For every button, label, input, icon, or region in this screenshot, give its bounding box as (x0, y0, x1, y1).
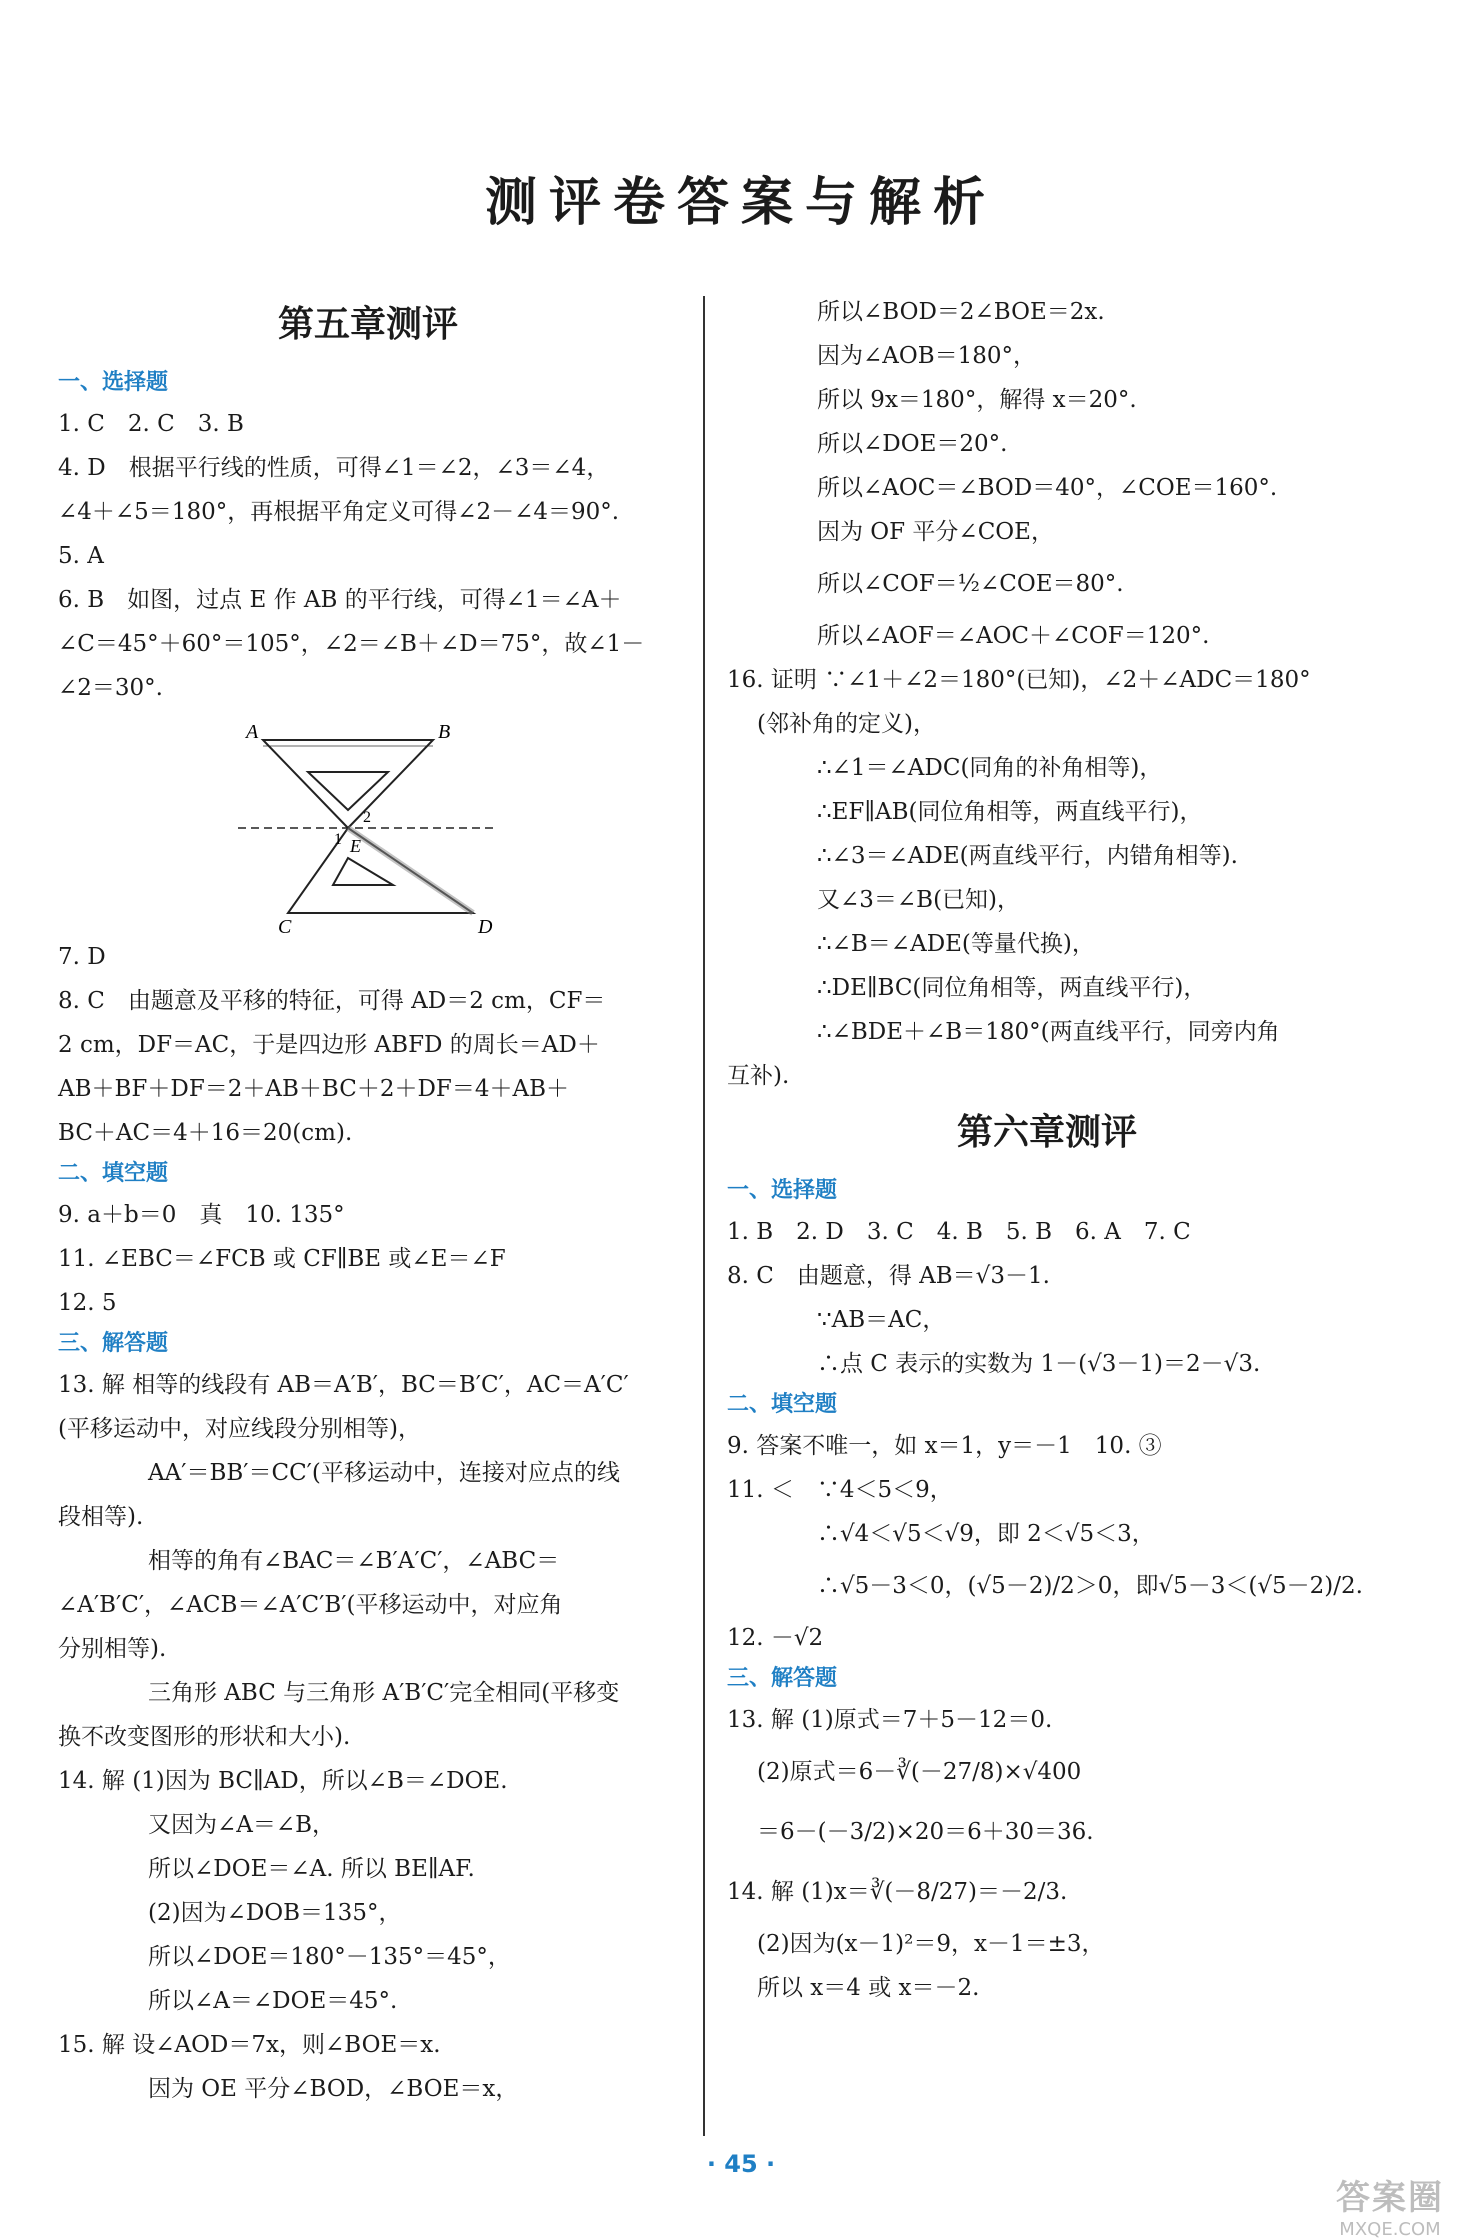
answer-line: 4. D 根据平行线的性质，可得∠1＝∠2，∠3＝∠4， (58, 455, 610, 481)
answer-line: (邻补角的定义)， (757, 711, 936, 737)
answer-line: (平移运动中，对应线段分别相等)， (58, 1416, 421, 1442)
answer-line: ∴∠B＝∠ADE(等量代换)， (817, 931, 1095, 957)
answer-line: 三角形 ABC 与三角形 A′B′C′完全相同(平移变 (148, 1680, 620, 1706)
answer-line: 所以∠AOF＝∠AOC＋∠COF＝120°. (817, 623, 1210, 649)
answer-line: ∠4＋∠5＝180°，再根据平角定义可得∠2－∠4＝90°. (58, 499, 620, 525)
answer-line: 12. 5 (58, 1290, 117, 1316)
answer-line: 11. ＜ ∵4＜5＜9， (727, 1477, 953, 1503)
answer-line: 互补). (727, 1063, 790, 1089)
answer-line: BC＋AC＝4＋16＝20(cm). (58, 1120, 353, 1146)
answer-line: ∠C＝45°＋60°＝105°，∠2＝∠B＋∠D＝75°，故∠1－ (58, 631, 645, 657)
answer-line: 所以 x＝4 或 x＝－2. (757, 1975, 980, 2001)
answer-line: 所以∠BOD＝2∠BOE＝2x. (817, 299, 1105, 325)
label-c: C (278, 916, 292, 935)
answer-line: (2)因为(x－1)²＝9，x－1＝±3， (757, 1931, 1105, 1957)
answer-line: 1. B 2. D 3. C 4. B 5. B 6. A 7. C (727, 1219, 1191, 1245)
chapter6-title: 第六章测评 (956, 1112, 1137, 1153)
answer-line: 8. C 由题意及平移的特征，可得 AD＝2 cm，CF＝ (58, 988, 606, 1014)
chapter5-title: 第五章测评 (277, 304, 458, 345)
answer-line: 相等的角有∠BAC＝∠B′A′C′，∠ABC＝ (148, 1548, 560, 1574)
answer-line: AA′＝BB′＝CC′(平移运动中，连接对应点的线 (148, 1460, 620, 1486)
section-heading: 二、填空题 (727, 1392, 838, 1417)
answer-line: 所以∠AOC＝∠BOD＝40°，∠COE＝160°. (817, 475, 1278, 501)
answer-line: 因为 OF 平分∠COE， (817, 519, 1054, 545)
section-heading: 二、填空题 (58, 1161, 169, 1186)
page-title: 测评卷答案与解析 (484, 172, 997, 233)
answer-line: 换不改变图形的形状和大小). (58, 1724, 351, 1750)
answer-line: ∴∠BDE＋∠B＝180°(两直线平行，同旁内角 (817, 1019, 1280, 1045)
answer-line: 6. B 如图，过点 E 作 AB 的平行线，可得∠1＝∠A＋ (58, 587, 622, 613)
answer-line: 12. －√2 (727, 1625, 824, 1651)
label-b: B (438, 721, 451, 743)
answer-line: 13. 解 相等的线段有 AB＝A′B′，BC＝B′C′，AC＝A′C′ (58, 1372, 629, 1398)
answer-line: 又∠3＝∠B(已知)， (817, 887, 1021, 913)
answer-line: ∵AB＝AC， (817, 1307, 946, 1333)
label-angle-1: 1 (334, 831, 342, 848)
section-heading: 三、解答题 (58, 1331, 169, 1356)
answer-line: 7. D (58, 944, 106, 970)
right-column (727, 290, 1367, 2010)
answer-line: 又因为∠A＝∠B， (148, 1812, 336, 1838)
answer-line: 2 cm，DF＝AC，于是四边形 ABFD 的周长＝AD＋ (58, 1032, 600, 1058)
answer-line: 所以∠COF＝½∠COE＝80°. (817, 571, 1124, 597)
answer-line: ∴点 C 表示的实数为 1－(√3－1)＝2－√3. (817, 1351, 1261, 1377)
answer-line: ∴√5－3＜0，(√5－2)/2＞0，即√5－3＜(√5－2)/2. (817, 1573, 1363, 1599)
answer-line: ∴∠3＝∠ADE(两直线平行，内错角相等). (817, 843, 1238, 869)
answer-line: 段相等). (58, 1504, 144, 1530)
triangle-rulers-diagram (238, 710, 508, 935)
answer-line: 9. 答案不唯一，如 x＝1，y＝－1 10. ③ (727, 1433, 1162, 1459)
answer-line: 13. 解 (1)原式＝7＋5－12＝0. (727, 1707, 1053, 1733)
answer-line: 16. 证明 ∵∠1＋∠2＝180°(已知)，∠2＋∠ADC＝180° (727, 667, 1311, 693)
label-e: E (350, 836, 361, 856)
answer-line: 因为∠AOB＝180°， (817, 343, 1037, 369)
answer-line: ∴√4＜√5＜√9，即 2＜√5＜3， (817, 1521, 1155, 1547)
answer-line: ＝6－(－3/2)×20＝6＋30＝36. (757, 1819, 1094, 1845)
answer-line: 所以∠DOE＝∠A. 所以 BE∥AF. (148, 1856, 475, 1882)
answer-line: (2)因为∠DOB＝135°， (148, 1900, 402, 1926)
left-column (58, 290, 678, 2111)
answer-line: 14. 解 (1)因为 BC∥AD，所以∠B＝∠DOE. (58, 1768, 508, 1794)
answer-line: ∠A′B′C′，∠ACB＝∠A′C′B′(平移运动中，对应角 (58, 1592, 563, 1618)
page-number: · 45 · (706, 2150, 776, 2178)
answer-line: 分别相等). (58, 1636, 167, 1662)
answer-line: 因为 OE 平分∠BOD，∠BOE＝x， (148, 2076, 519, 2102)
label-angle-2: 2 (363, 809, 371, 826)
watermark-logo (1310, 2170, 1470, 2240)
answer-line: (2)原式＝6－∛(－27/8)×√400 (757, 1759, 1082, 1785)
answer-line: 所以∠A＝∠DOE＝45°. (148, 1988, 398, 2014)
answer-line: ∴DE∥BC(同位角相等，两直线平行)， (817, 975, 1207, 1001)
column-divider (703, 296, 705, 2136)
answer-line: 15. 解 设∠AOD＝7x，则∠BOE＝x. (58, 2032, 441, 2058)
section-heading: 三、解答题 (727, 1666, 838, 1691)
answer-line: ∠2＝30°. (58, 675, 163, 701)
answer-line: ∴EF∥AB(同位角相等，两直线平行)， (817, 799, 1203, 825)
geometry-figure (58, 710, 678, 935)
answer-line: 所以 9x＝180°，解得 x＝20°. (817, 387, 1137, 413)
answer-line: 14. 解 (1)x＝∛(－8/27)＝－2/3. (727, 1879, 1068, 1905)
answer-line: 8. C 由题意，得 AB＝√3－1. (727, 1263, 1050, 1289)
answer-line: 1. C 2. C 3. B (58, 411, 244, 437)
answer-line: 所以∠DOE＝20°. (817, 431, 1008, 457)
answer-line: 5. A (58, 543, 104, 569)
label-d: D (478, 916, 493, 935)
label-a: A (246, 721, 259, 743)
section-heading: 一、选择题 (58, 370, 169, 395)
answer-line: 9. a＋b＝0 真 10. 135° (58, 1202, 345, 1228)
section-heading: 一、选择题 (727, 1178, 838, 1203)
answer-line: AB＋BF＋DF＝2＋AB＋BC＋2＋DF＝4＋AB＋ (58, 1076, 570, 1102)
answer-line: ∴∠1＝∠ADC(同角的补角相等)， (817, 755, 1163, 781)
answer-line: 所以∠DOE＝180°－135°＝45°， (148, 1944, 511, 1970)
answer-line: 11. ∠EBC＝∠FCB 或 CF∥BE 或∠E＝∠F (58, 1246, 506, 1272)
watermark-text: 答案圈 (1336, 2178, 1444, 2218)
watermark-url: MXQE.COM (1339, 2219, 1441, 2240)
